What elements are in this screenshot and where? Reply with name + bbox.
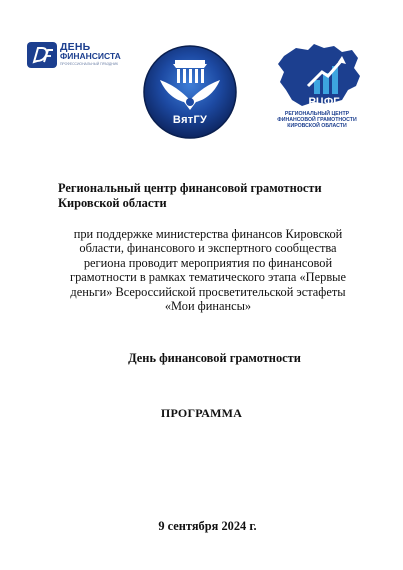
intro-line: грамотности в рамках тематического этапа «Первые [70, 270, 346, 285]
vyatgu-label: ВятГУ [172, 114, 208, 126]
rcfg-logo-subtitle [262, 111, 372, 130]
rcfg-logo-title: РЦФГ [308, 96, 340, 108]
den-finansista-logo [27, 40, 137, 74]
rcfg-subtitle-line: РЕГИОНАЛЬНЫЙ ЦЕНТР [284, 111, 350, 117]
org-title-line: Региональный центр финансовой грамотности [58, 181, 322, 195]
event-date: 9 сентября 2024 г. [158, 519, 257, 533]
intro-line: «Мои финансы» [164, 299, 252, 314]
intro-line: региона проводит мероприятия по финансовой [83, 255, 333, 270]
df-monogram-icon [27, 42, 57, 68]
df-logo-tagline: ПРОФЕССИОНАЛЬНЫЙ ПРАЗДНИК [60, 62, 119, 66]
org-title [58, 181, 358, 211]
program-heading: ПРОГРАММА [160, 406, 243, 420]
df-logo-subtitle: ФИНАНСИСТА [60, 51, 121, 61]
event-title: День финансовой грамотности [128, 351, 301, 365]
df-logo-title: ДЕНЬ [60, 41, 91, 53]
rcfg-subtitle-line: ФИНАНСОВОЙ ГРАМОТНОСТИ [277, 117, 357, 124]
intro-line: деньги» Всероссийской просветительской эстафеты [70, 284, 346, 299]
rcfg-subtitle-line: КИРОВСКОЙ ОБЛАСТИ [287, 123, 347, 130]
intro-line: при поддержке министерства финансов Кировской [73, 227, 343, 241]
org-title-line: Кировской области [58, 196, 167, 210]
intro-line: области, финансового и экспертного сообщества [79, 241, 337, 256]
vyatgu-logo [142, 44, 238, 140]
intro-paragraph [40, 227, 376, 313]
rcfg-logo [262, 42, 372, 154]
kirov-region-map-icon [262, 42, 372, 110]
